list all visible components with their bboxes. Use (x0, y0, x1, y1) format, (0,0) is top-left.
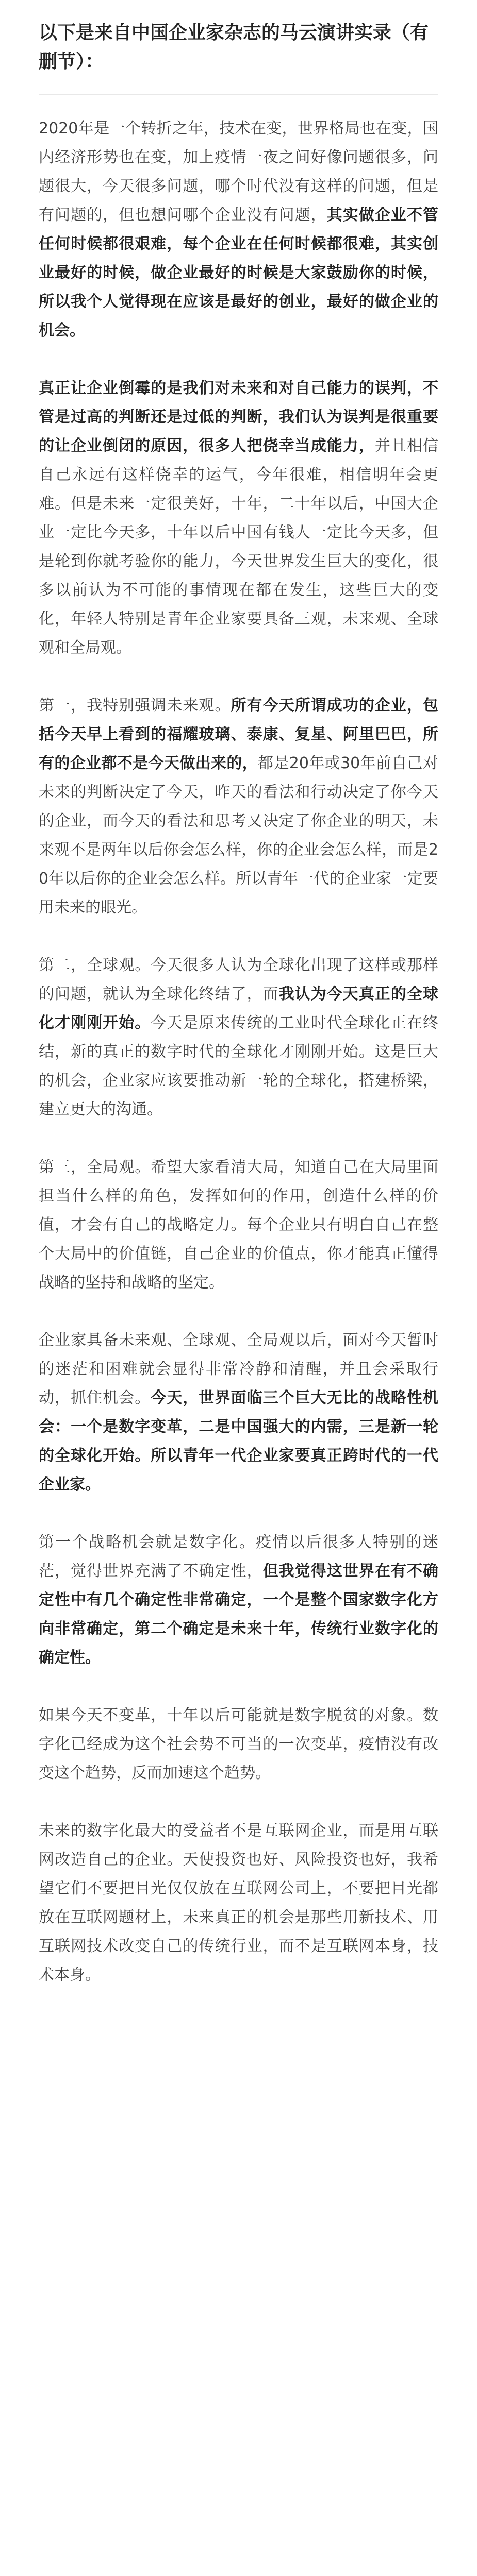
paragraph-bold-text: 我认为今天真正的全球化才刚刚开始。 (39, 985, 438, 1032)
paragraph-text: 第三，全局观。希望大家看清大局，知道自己在大局里面担当什么样的角色，发挥如何的作用，创造什么样的价值，才会有自己的战略定力。每个企业只有明白自己在整个大局中的价值链，自己企业的价值点，你才能真正懂得战略的坚持和战略的坚定。 (39, 1158, 438, 1292)
paragraph-text: 未来的数字化最大的受益者不是互联网企业，而是用互联网改造自己的企业。天使投资也好、风险投资也好，我希望它们不要把目光仅仅放在互联网公司上，不要把目光都放在互联网题材上，未来真正的机会是那些用新技术、用互联网技术改变自己的传统行业，而不是互联网本身，技术本身。 (39, 1822, 438, 1984)
paragraph-text: 第一，我特别强调未来观。 (39, 697, 231, 715)
paragraph-text: 企业家具备未来观、全球观、全局观以后，面对今天暂时的迷茫和困难就会显得非常冷静和清醒，并且会采取行动，抓住机会。 (39, 1331, 438, 1407)
paragraph-bold-text: 真正让企业倒霉的是我们对未来和对自己能力的误判，不管是过高的判断还是过低的判断，我们认为误判是很重要的让企业倒闭的原因，很多人把侥幸当成能力， (39, 379, 438, 455)
paragraph-4 (39, 951, 438, 1124)
paragraph-text: 第二，全球观。今天很多人认为全球化出现了这样或那样的问题，就认为全球化终结了，而 (39, 956, 438, 1003)
paragraph-text: 如果今天不变革，十年以后可能就是数字脱贫的对象。数字化已经成为这个社会势不可当的一次变革，疫情没有改变这个趋势，反而加速这个趋势。 (39, 1706, 438, 1782)
paragraph-1 (39, 114, 438, 345)
paragraph-3 (39, 691, 438, 922)
paragraph-6 (39, 1326, 438, 1499)
paragraph-text: 第一个战略机会就是数字化。疫情以后很多人特别的迷茫，觉得世界充满了不确定性， (39, 1533, 438, 1580)
paragraph-5 (39, 1153, 438, 1297)
paragraph-bold-text: 其实做企业不管任何时候都很艰难，每个企业在任何时候都很难，其实创业最好的时候，做企业最好的时候是大家鼓励你的时候，所以我个人觉得现在应该是最好的创业，最好的做企业的机会。 (39, 206, 438, 340)
paragraph-text: 今天是原来传统的工业时代全球化正在终结，新的真正的数字时代的全球化才刚刚开始。这是巨大的机会，企业家应该要推动新一轮的全球化，搭建桥梁，建立更大的沟通。 (39, 1014, 439, 1118)
paragraph-text: 并且相信自己永远有这样侥幸的运气，今年很难，相信明年会更难。但是未来一定很美好，十年，二十年以后，中国大企业一定比今天多，十年以后中国有钱人一定比今天多，但是轮到你就考验你的能力，今天世界发生巨大的变化，很多以前认为不可能的事情现在都在发生，这些巨大的变化，年轻人特别是青年企业家要具备三观，未来观、全球观和全局观。 (39, 437, 439, 657)
paragraph-7 (39, 1528, 438, 1672)
paragraph-bold-text: 今天，世界面临三个巨大无比的战略性机会：一个是数字变革，二是中国强大的内需，三是新一轮的全球化开始。所以青年一代企业家要真正跨时代的一代企业家。 (39, 1389, 439, 1494)
paragraph-bold-text: 但我觉得这世界在有不确定性中有几个确定性非常确定，一个是整个国家数字化方向非常确定，第二个确定是未来十年，传统行业数字化的确定性。 (39, 1562, 439, 1667)
paragraph-2 (39, 374, 438, 663)
title-divider (39, 94, 438, 95)
paragraph-text: 都是20年或30年前自己对未来的判断决定了今天，昨天的看法和行动决定了你今天的企业，而今天的看法和思考又决定了你企业的明天，未来观不是两年以后你会怎么样，你的企业会怎么样，而是20年以后你的企业会怎么样。所以青年一代的企业家一定要用未来的眼光。 (39, 754, 438, 917)
paragraph-9 (39, 1817, 438, 1990)
paragraph-bold-text: 所有今天所谓成功的企业，包括今天早上看到的福耀玻璃、泰康、复星、阿里巴巴，所有的企业都不是今天做出来的， (39, 697, 438, 772)
article-title: 以下是来自中国企业家杂志的马云演讲实录（有删节）： (39, 22, 429, 72)
paragraph-8 (39, 1701, 438, 1788)
paragraph-text: 2020年是一个转折之年，技术在变，世界格局也在变，国内经济形势也在变，加上疫情一夜之间好像问题很多，问题很大，今天很多问题，哪个时代没有这样的问题，但是有问题的，但也想问哪个企业没有问题， (39, 120, 438, 224)
